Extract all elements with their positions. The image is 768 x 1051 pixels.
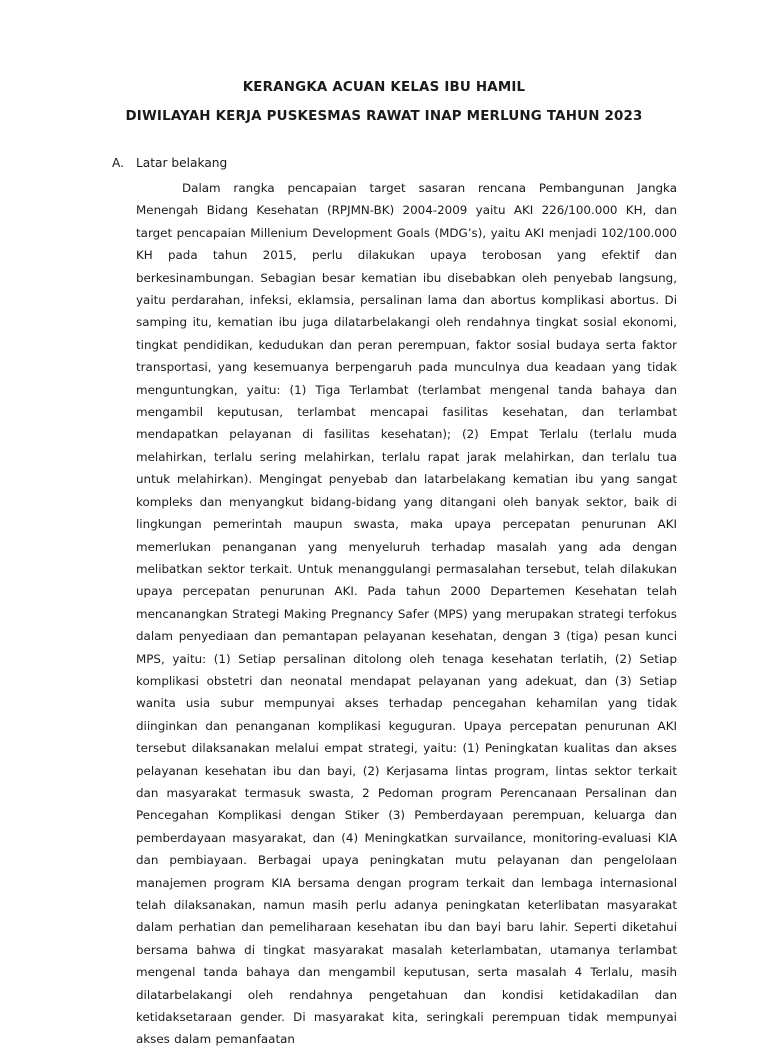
body-paragraph: Dalam rangka pencapaian target sasaran rencana Pembangunan Jangka Menengah Bidang Kesehatan (RPJMN-BK) 2004-2009 yaitu AKI 226/100.000 KH, dan target pencapaian Millenium Development Goals (MDG’s), yaitu AKI menjadi 102/100.000 KH pada tahun 2015, perlu dilakukan upaya terobosan yang efektif dan berkesinambungan. Sebagian besar kematian ibu disebabkan oleh penyebab langsung, yaitu perdarahan, infeksi, eklamsia, persalinan lama dan abortus komplikasi abortus. Di samping itu, kematian ibu juga dilatarbelakangi oleh rendahnya tingkat sosial ekonomi, tingkat pendidikan, kedudukan dan peran perempuan, faktor sosial budaya serta faktor transportasi, yang kesemuanya berpengaruh pada munculnya dua keadaan yang tidak menguntungkan, yaitu: (1) Tiga Terlambat (terlambat mengenal tanda bahaya dan mengambil keputusan, terlambat mencapai fasilitas kesehatan, dan terlambat mendapatkan pelayanan di fasilitas kesehatan); (2) Empat Terlalu (terlalu muda melahirkan, terlalu sering melahirkan, terlalu rapat jarak melahirkan, dan terlalu tua untuk melahirkan). Mengingat penyebab dan latarbelakang kematian ibu yang sangat kompleks dan menyangkut bidang-bidang yang ditangani oleh banyak sektor, baik di lingkungan pemerintah maupun swasta, maka upaya percepatan penurunan AKI memerlukan penanganan yang menyeluruh terhadap masalah yang ada dengan melibatkan sektor terkait. Untuk menanggulangi permasalahan tersebut, telah dilakukan upaya percepatan penurunan AKI. Pada tahun 2000 Departemen Kesehatan telah mencanangkan Strategi Making Pregnancy Safer (MPS) yang merupakan strategi terfokus dalam penyediaan dan pemantapan pelayanan kesehatan, dengan 3 (tiga) pesan kunci MPS, yaitu: (1) Setiap persalinan ditolong oleh tenaga kesehatan terlatih, (2) Setiap komplikasi obstetri dan neonatal mendapat pelayanan yang adekuat, dan (3) Setiap wanita usia subur mempunyai akses terhadap pencegahan kehamilan yang tidak diinginkan dan penanganan komplikasi keguguran. Upaya percepatan penurunan AKI tersebut dilaksanakan melalui empat strategi, yaitu: (1) Peningkatan kualitas dan akses pelayanan kesehatan ibu dan bayi, (2) Kerjasama lintas program, lintas sektor terkait dan masyarakat termasuk swasta, 2 Pedoman program Perencanaan Persalinan dan Pencegahan Komplikasi dengan Stiker (3) Pemberdayaan perempuan, keluarga dan pemberdayaan masyarakat, dan (4) Meningkatkan survailance, monitoring-evaluasi KIA dan pembiayaan. Berbagai upaya peningkatan mutu pelayanan dan pengelolaan manajemen program KIA bersama dengan program terkait dan lembaga internasional telah dilaksanakan, namun masih perlu adanya peningkatan keterlibatan masyarakat dalam perhatian dan pemeliharaan kesehatan ibu dan bayi baru lahir. Seperti diketahui bersama bahwa di tingkat masyarakat masalah keterlambatan, utamanya terlambat mengenal tanda bahaya dan mengambil keputusan, serta masalah 4 Terlalu, masih dilatarbelakangi oleh rendahnya pengetahuan dan kondisi ketidakadilan dan ketidaksetaraan gender. Di masyarakat kita, seringkali perempuan tidak mempunyai akses dalam pemanfaatan	[136, 181, 677, 1047]
document-subtitle: DIWILAYAH KERJA PUSKESMAS RAWAT INAP MERLUNG TAHUN 2023	[125, 109, 643, 124]
section-letter: A.	[112, 156, 124, 170]
document-title: KERANGKA ACUAN KELAS IBU HAMIL	[242, 80, 526, 95]
section-heading: Latar belakang	[136, 156, 228, 170]
